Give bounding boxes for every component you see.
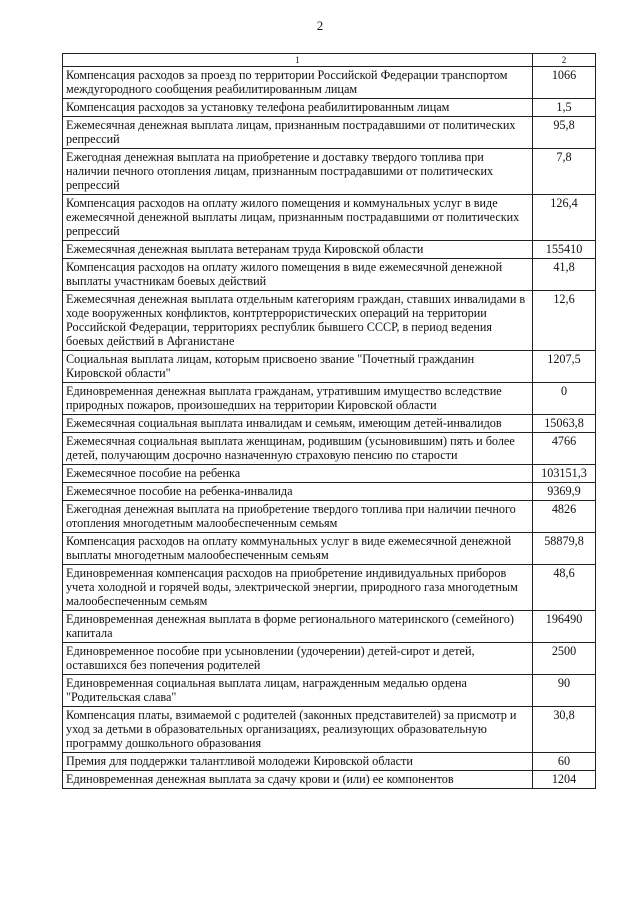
payment-name-cell: Компенсация расходов на оплату жилого помещения и коммунальных услуг в виде ежемесячной денежной выплаты лицам, признанным пострадавшими от политических репрессий (63, 195, 533, 241)
table-row (63, 117, 596, 149)
payment-value-cell: 1204 (533, 771, 596, 789)
payments-table (62, 53, 596, 789)
payment-value-cell: 15063,8 (533, 415, 596, 433)
payment-name-cell: Единовременное пособие при усыновлении (удочерении) детей-сирот и детей, оставшихся без попечения родителей (63, 643, 533, 675)
page-number: 2 (316, 18, 324, 33)
table-row (63, 753, 596, 771)
payment-name-cell: Ежемесячная денежная выплата отдельным категориям граждан, ставших инвалидами в ходе вооруженных конфликтов, контртеррористических операций на территории Российской Федерации, территориях республик бывшего СССР, в период ведения боевых действий в Афганистане (63, 291, 533, 351)
payment-value-cell: 2500 (533, 643, 596, 675)
payment-value-cell: 7,8 (533, 149, 596, 195)
table-row (63, 465, 596, 483)
table-header-row (63, 54, 596, 67)
payment-name-cell: Ежегодная денежная выплата на приобретение твердого топлива при наличии печного отопления многодетным малообеспеченным семьям (63, 501, 533, 533)
payment-name-cell: Социальная выплата лицам, которым присвоено звание "Почетный гражданин Кировской области" (63, 351, 533, 383)
payment-name-cell: Ежемесячное пособие на ребенка-инвалида (63, 483, 533, 501)
column-header-value: 2 (533, 54, 596, 67)
payment-value-cell: 48,6 (533, 565, 596, 611)
table-row (63, 351, 596, 383)
table-row (63, 241, 596, 259)
table-row (63, 533, 596, 565)
payment-value-cell: 30,8 (533, 707, 596, 753)
payment-name-cell: Компенсация расходов за установку телефона реабилитированным лицам (63, 99, 533, 117)
payment-value-cell: 4826 (533, 501, 596, 533)
payment-name-cell: Ежемесячная социальная выплата инвалидам и семьям, имеющим детей-инвалидов (63, 415, 533, 433)
payment-value-cell: 1207,5 (533, 351, 596, 383)
table-row (63, 149, 596, 195)
payment-name-cell: Компенсация расходов за проезд по территории Российской Федерации транспортом междугородного сообщения реабилитированным лицам (63, 67, 533, 99)
table-row (63, 565, 596, 611)
payment-name-cell: Ежемесячное пособие на ребенка (63, 465, 533, 483)
table-body (63, 67, 596, 789)
table-row (63, 259, 596, 291)
payment-value-cell: 103151,3 (533, 465, 596, 483)
payment-name-cell: Единовременная денежная выплата гражданам, утратившим имущество вследствие природных пожаров, произошедших на территории Кировской области (63, 383, 533, 415)
payment-value-cell: 196490 (533, 611, 596, 643)
payment-value-cell: 58879,8 (533, 533, 596, 565)
table-row (63, 433, 596, 465)
table-row (63, 383, 596, 415)
payment-name-cell: Премия для поддержки талантливой молодежи Кировской области (63, 753, 533, 771)
payment-value-cell: 60 (533, 753, 596, 771)
table-row (63, 195, 596, 241)
payment-value-cell: 95,8 (533, 117, 596, 149)
table-row (63, 483, 596, 501)
table-row (63, 643, 596, 675)
payment-value-cell: 155410 (533, 241, 596, 259)
payment-name-cell: Ежемесячная социальная выплата женщинам, родившим (усыновившим) пять и более детей, получающим досрочно назначенную страховую пенсию по старости (63, 433, 533, 465)
payment-value-cell: 41,8 (533, 259, 596, 291)
payment-name-cell: Единовременная компенсация расходов на приобретение индивидуальных приборов учета холодной и горячей воды, электрической энергии, природного газа многодетным малообеспеченным семьям (63, 565, 533, 611)
payment-value-cell: 90 (533, 675, 596, 707)
payment-name-cell: Компенсация расходов на оплату жилого помещения в виде ежемесячной денежной выплаты участникам боевых действий (63, 259, 533, 291)
payment-value-cell: 0 (533, 383, 596, 415)
payment-value-cell: 9369,9 (533, 483, 596, 501)
payment-value-cell: 1,5 (533, 99, 596, 117)
table-row (63, 707, 596, 753)
payment-name-cell: Единовременная денежная выплата в форме регионального материнского (семейного) капитала (63, 611, 533, 643)
payment-name-cell: Компенсация платы, взимаемой с родителей (законных представителей) за присмотр и уход за детьми в образовательных организациях, реализующих образовательную программу дошкольного образования (63, 707, 533, 753)
payment-value-cell: 126,4 (533, 195, 596, 241)
table-row (63, 67, 596, 99)
table-row (63, 99, 596, 117)
payment-value-cell: 12,6 (533, 291, 596, 351)
payment-name-cell: Ежемесячная денежная выплата ветеранам труда Кировской области (63, 241, 533, 259)
table-row (63, 675, 596, 707)
payment-name-cell: Ежегодная денежная выплата на приобретение и доставку твердого топлива при наличии печного отопления лицам, признанным пострадавшими от политических репрессий (63, 149, 533, 195)
table-row (63, 415, 596, 433)
table-row (63, 771, 596, 789)
payment-name-cell: Единовременная социальная выплата лицам, награжденным медалью ордена "Родительская слава" (63, 675, 533, 707)
payment-value-cell: 1066 (533, 67, 596, 99)
table-row (63, 501, 596, 533)
payment-value-cell: 4766 (533, 433, 596, 465)
table-row (63, 611, 596, 643)
payment-name-cell: Единовременная денежная выплата за сдачу крови и (или) ее компонентов (63, 771, 533, 789)
column-header-name: 1 (63, 54, 533, 67)
payment-name-cell: Ежемесячная денежная выплата лицам, признанным пострадавшими от политических репрессий (63, 117, 533, 149)
payment-name-cell: Компенсация расходов на оплату коммунальных услуг в виде ежемесячной денежной выплаты многодетным малообеспеченным семьям (63, 533, 533, 565)
table-row (63, 291, 596, 351)
